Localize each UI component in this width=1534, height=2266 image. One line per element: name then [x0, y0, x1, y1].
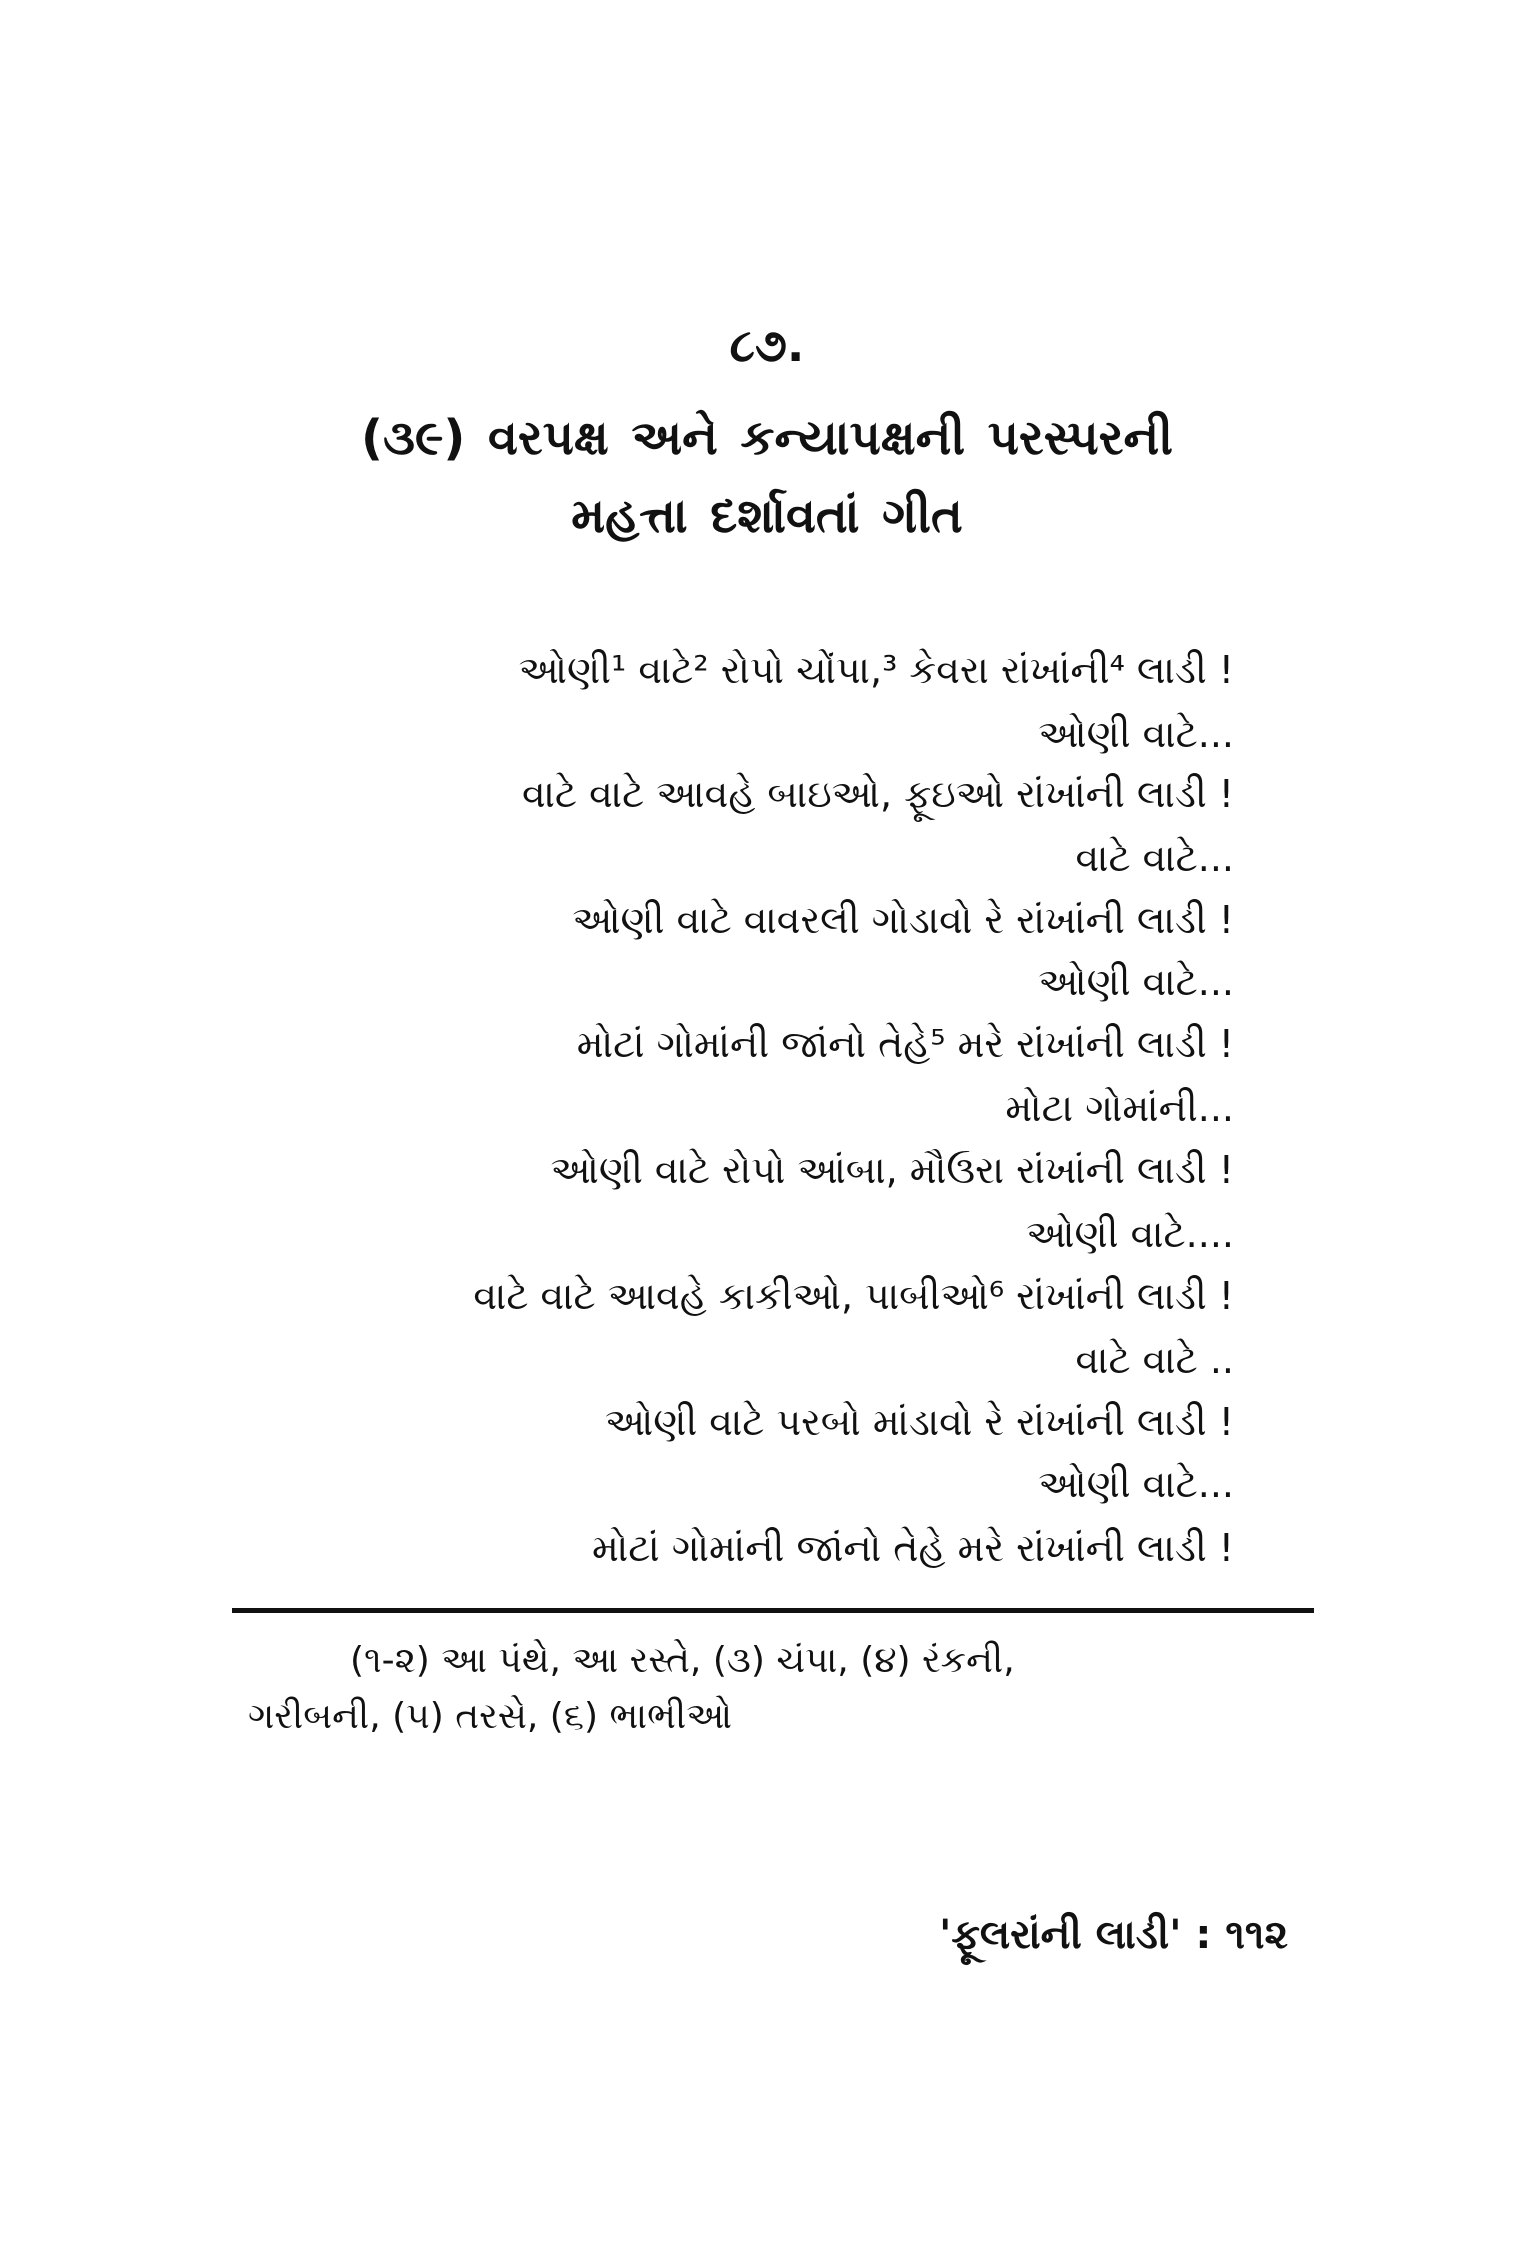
verse-refrain: ઓણી વાટે...: [1038, 712, 1234, 756]
verse-refrain: ઓણી વાટે...: [1038, 1462, 1234, 1506]
verse-line: ઓણી વાટે વાવરલી ગોડાવો રે રાંખાંની લાડી !: [572, 898, 1234, 942]
verse-refrain: ઓણી વાટે...: [1038, 960, 1234, 1004]
verse-refrain: વાટે વાટે ..: [1075, 1338, 1234, 1382]
song-number: ૮૭.: [729, 318, 805, 372]
song-title-line-2: મહત્તા દર્શાવતાં ગીત: [571, 488, 963, 544]
footnote-divider: [232, 1608, 1314, 1613]
verse-line: વાટે વાટે આવહે કાકીઓ, પાબીઓ⁶ રાંખાંની લાડી !: [473, 1274, 1234, 1318]
page-footer: 'ફૂલરાંની લાડી' : ૧૧૨: [939, 1912, 1288, 1958]
song-title-line-1: (૩૯) વરપક્ષ અને કન્યાપક્ષની પરસ્પરની: [361, 410, 1173, 466]
verse-refrain: મોટા ગોમાંની...: [1005, 1086, 1234, 1130]
verse-refrain: ઓણી વાટે....: [1026, 1212, 1234, 1256]
verse-line: વાટે વાટે આવહે બાઇઓ, ફૂઇઓ રાંખાંની લાડી !: [521, 772, 1234, 816]
verse-line: મોટાં ગોમાંની જાંનો તેહે મરે રાંખાંની લાડી !: [591, 1526, 1234, 1570]
footnote-line-1: (૧-૨) આ પંથે, આ રસ્તે, (૩) ચંપા, (૪) રંકની,: [350, 1640, 1015, 1681]
verse-refrain: વાટે વાટે...: [1075, 836, 1234, 880]
verse-line: ઓણી વાટે રોપો આંબા, મૌઉરા રાંખાંની લાડી !: [550, 1148, 1234, 1192]
footnote-line-2: ગરીબની, (૫) તરસે, (૬) ભાભીઓ: [248, 1696, 733, 1737]
verse-line: મોટાં ગોમાંની જાંનો તેહે⁵ મરે રાંખાંની લાડી !: [576, 1022, 1234, 1066]
verse-line: ઓણી વાટે પરબો માંડાવો રે રાંખાંની લાડી !: [604, 1400, 1234, 1444]
verse-line: ઓણી¹ વાટે² રોપો ચોંપા,³ કેવરા રાંખાંની⁴ લાડી !: [518, 648, 1234, 692]
